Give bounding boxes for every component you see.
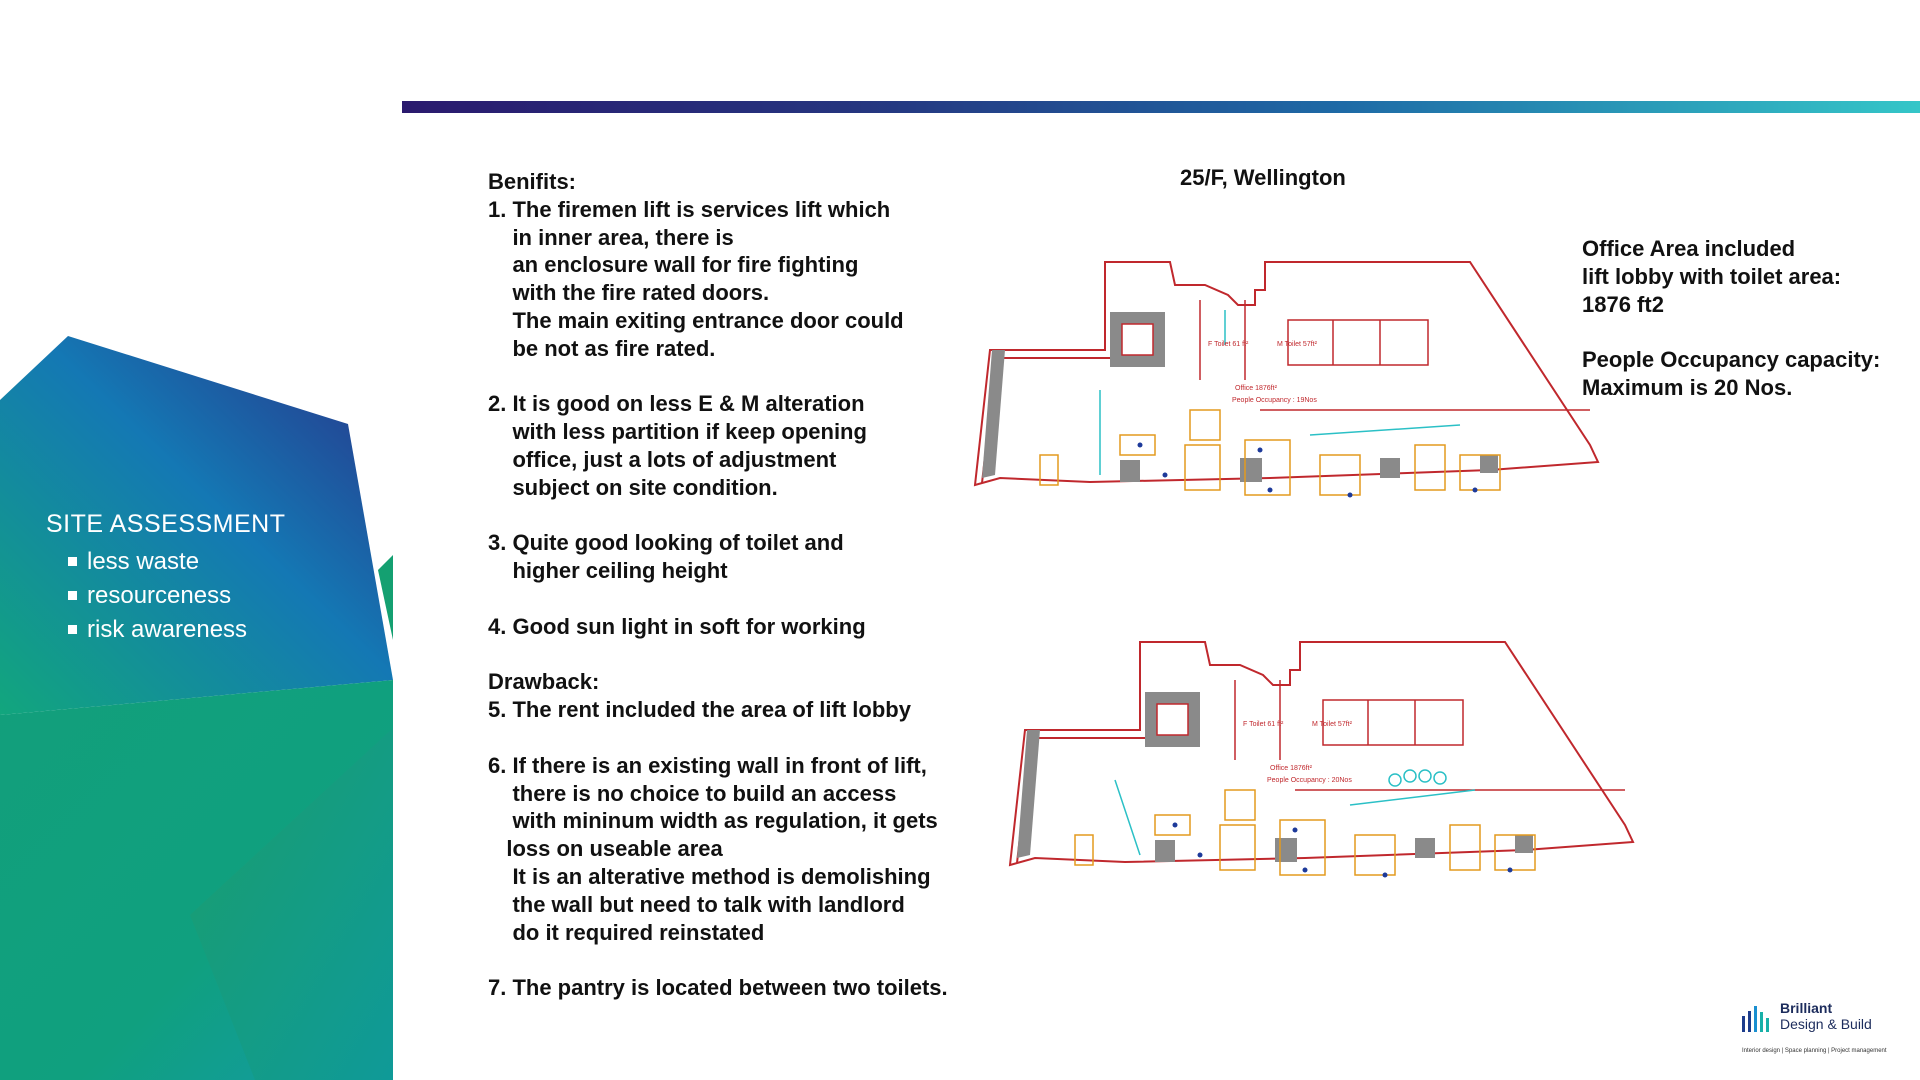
text-line: [488, 641, 1008, 669]
text-line: with less partition if keep opening: [488, 419, 867, 445]
text-line: be not as fire rated.: [488, 335, 716, 361]
text-line: an enclosure wall for fire fighting: [488, 252, 859, 278]
plan1-toilet-m-label: M Toilet 57ft²: [1277, 341, 1317, 348]
floor-plan-2: [1005, 630, 1645, 910]
plan2-toilet-m-label: M Toilet 57ft²: [1312, 721, 1352, 728]
text-line: [488, 585, 1008, 613]
text-line: [488, 363, 1008, 391]
text-line: 1. The firemen lift is services lift which: [488, 196, 891, 222]
sidebar-item-resourceness: resourceness: [68, 579, 286, 613]
sidebar-list: [46, 545, 286, 647]
text-line: with mininum width as regulation, it gets: [488, 808, 938, 834]
text-line: the wall but need to talk with landlord: [488, 891, 905, 917]
plan1-occupancy-label: People Occupancy : 19Nos: [1232, 397, 1317, 404]
text-line: subject on site condition.: [488, 474, 778, 500]
logo-bars-icon: [1742, 1006, 1776, 1032]
logo-tagline: Interior design | Space planning | Project management: [1742, 1048, 1887, 1054]
sidebar-section: [46, 510, 286, 647]
text-line: loss on useable area: [488, 836, 723, 862]
area-info-text: Office Area included lift lobby with toilet area: 1876 ft2 People Occupancy capacity: Maximum is 20 Nos.: [1582, 236, 1881, 400]
text-line: The main exiting entrance door could: [488, 307, 904, 333]
sidebar-title: SITE ASSESSMENT: [46, 510, 286, 538]
text-line: higher ceiling height: [488, 558, 728, 584]
text-line: [488, 946, 1008, 974]
plan2-office-label: Office 1876ft²: [1270, 765, 1312, 772]
text-line: do it required reinstated: [488, 919, 765, 945]
plan2-toilet-f-label: F Toilet 61 ft²: [1243, 721, 1284, 728]
floor-plan-title: 25/F, Wellington: [1180, 165, 1346, 190]
text-line: office, just a lots of adjustment: [488, 446, 837, 472]
text-line: Drawback:: [488, 669, 600, 695]
text-line: in inner area, there is: [488, 224, 734, 250]
header-gradient-bar: [402, 101, 1920, 113]
text-line: [488, 724, 1008, 752]
text-line: 2. It is good on less E & M alteration: [488, 391, 865, 417]
text-line: with the fire rated doors.: [488, 280, 770, 306]
text-line: 6. If there is an existing wall in front of lift,: [488, 752, 927, 778]
text-line: 7. The pantry is located between two toilets.: [488, 975, 948, 1001]
text-line: 4. Good sun light in soft for working: [488, 613, 866, 639]
floor-plan-1: [970, 250, 1610, 530]
benefits-drawbacks-text: [488, 168, 1008, 1002]
logo-line-1: Brilliant: [1780, 1000, 1833, 1016]
plan1-toilet-f-label: F Toilet 61 ft²: [1208, 341, 1249, 348]
text-line: Benifits:: [488, 169, 576, 194]
sidebar-item-less-waste: less waste: [68, 545, 286, 579]
text-line: 3. Quite good looking of toilet and: [488, 530, 844, 556]
logo-line-2: Design & Build: [1780, 1016, 1872, 1032]
plan2-occupancy-label: People Occupancy : 20Nos: [1267, 777, 1352, 784]
plan1-office-label: Office 1876ft²: [1235, 385, 1277, 392]
text-line: [488, 502, 1008, 530]
text-line: 5. The rent included the area of lift lobby: [488, 697, 911, 723]
sidebar-item-risk-awareness: risk awareness: [68, 613, 286, 647]
text-line: It is an alterative method is demolishing: [488, 863, 931, 889]
text-line: there is no choice to build an access: [488, 780, 897, 806]
